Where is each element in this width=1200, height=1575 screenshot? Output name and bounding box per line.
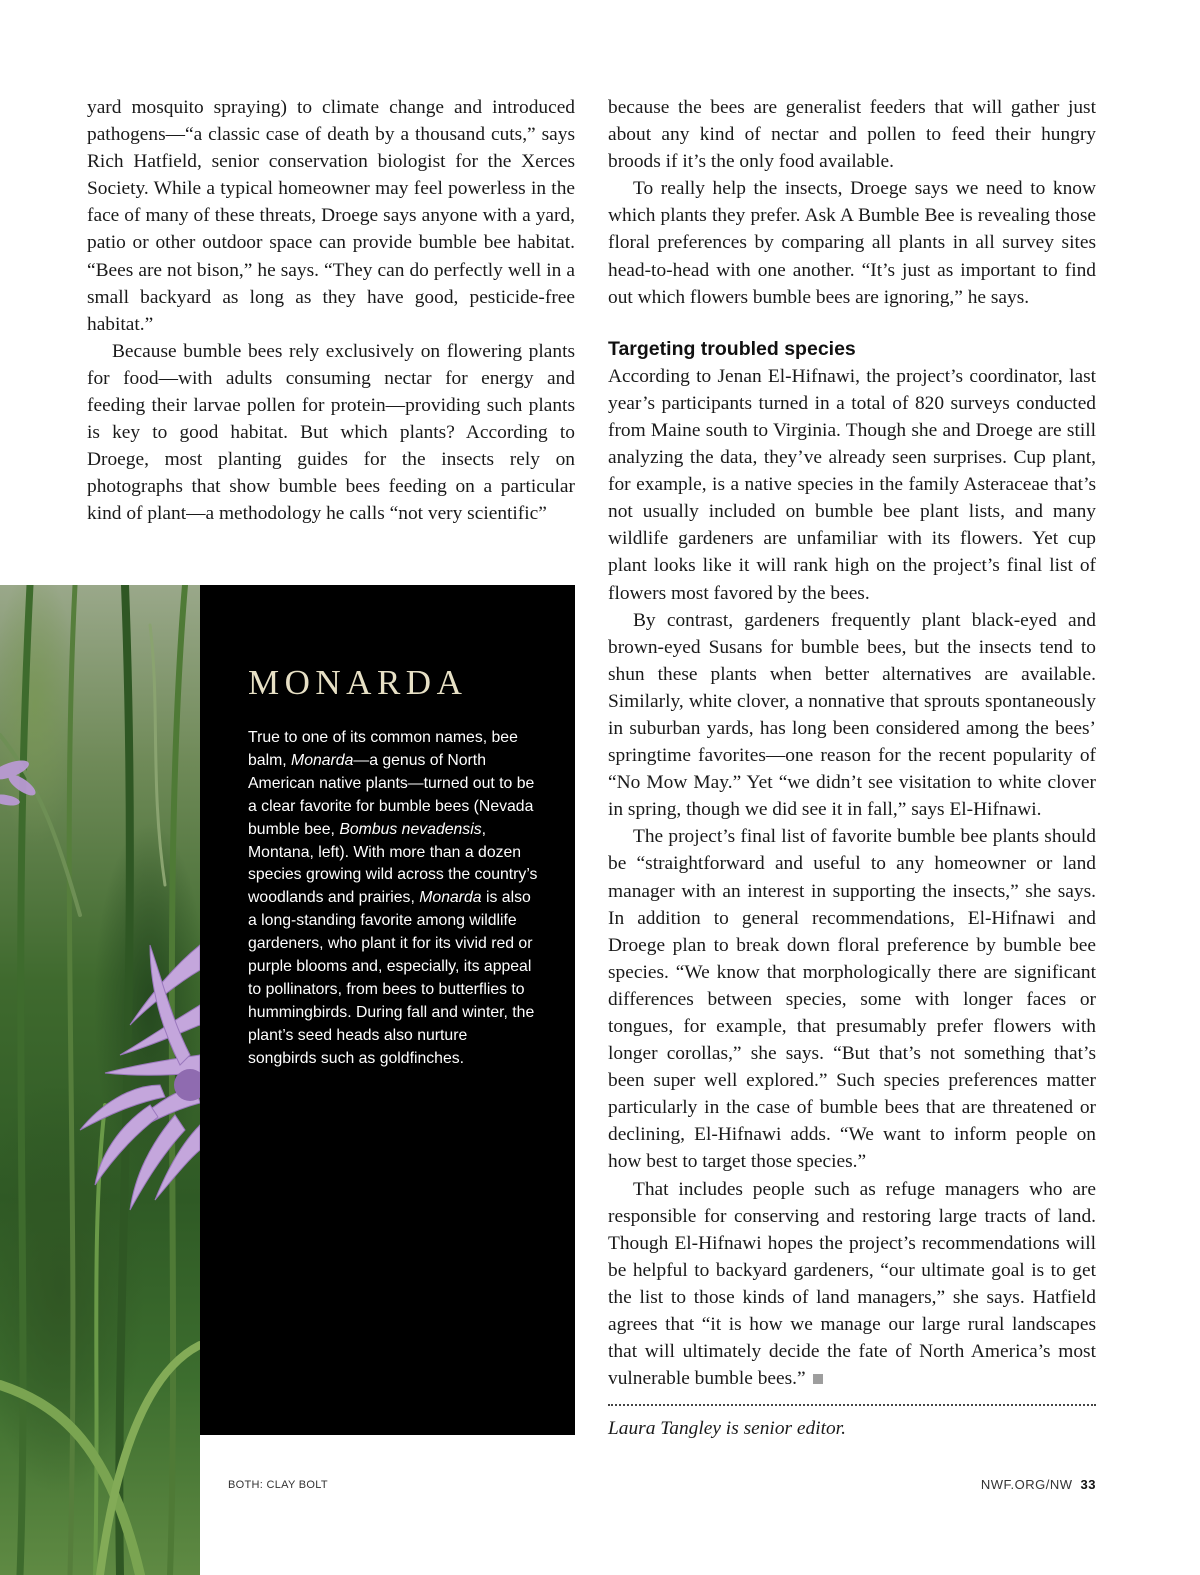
monarda-sidebar bbox=[200, 585, 575, 1435]
article-paragraph: because the bees are generalist feeders that will gather just about any kind of nectar and pollen to feed their hungry broods if it’s the only food available. bbox=[608, 97, 1096, 173]
site-url: NWF.ORG/NW bbox=[980, 1477, 1073, 1492]
sidebar-italic: Bombus nevadensis bbox=[339, 820, 482, 838]
article-column-right bbox=[608, 94, 1096, 1392]
page-footer bbox=[981, 1477, 1096, 1492]
sidebar-paragraph bbox=[248, 727, 538, 1071]
sidebar-italic: Monarda bbox=[291, 751, 354, 769]
article-paragraph: Because bumble bees rely exclusively on flowering plants for food—with adults consuming nectar for energy and feeding their larvae pollen for protein—providing such plants is key to good habitat. But which plants? According to Droege, most planting guides for the insects rely on photographs that show bumble bees feeding on a particular kind of plant—a methodology he calls “not very scientific” bbox=[87, 340, 575, 525]
section-subhead: Targeting troubled species bbox=[608, 337, 856, 360]
end-mark-icon bbox=[813, 1374, 823, 1384]
article-paragraph: yard mosquito spraying) to climate change and introduced pathogens—“a classic case of death by a thousand cuts,” says Rich Hatfield, senior conservation biologist for the Xerces Society. While a typical homeowner may feel powerless in the face of many of these threats, Droege says anyone with a yard, patio or other outdoor space can provide bumble bee habitat. “Bees are not bison,” he says. “They can do perfectly well in a small backyard as long as they have good, pesticide-free habitat.” bbox=[87, 97, 575, 335]
sidebar-title: MONARDA bbox=[248, 663, 468, 702]
article-paragraph: The project’s final list of favorite bumble bee plants should be “straightforward and useful to any homeowner or land manager with an interest in supporting the insects,” she says. In addition to general recommendations, El-Hifnawi and Droege plan to break down floral preference by bumble bee species. “We know that morphologically there are significant differences between species, some with longer faces or tongues, for example, that presumably prefer flowers with longer corollas,” she says. “But that’s not something that’s been super well explored.” Such species preferences matter particularly in the case of bumble bees that are threatened or declining, El-Hifnawi adds. “We want to inform people on how best to target those species.” bbox=[608, 826, 1096, 1173]
article-paragraph-last bbox=[608, 1176, 1096, 1393]
article-paragraph: By contrast, gardeners frequently plant black-eyed and brown-eyed Susans for bumble bees, but the insects tend to shun these plants when better alternatives are available. Similarly, white clover, a nonnative that sprouts spontaneously in suburban yards, has long been considered among the bees’ springtime favorites—one reason for the recent popularity of “No Mow May.” Yet “we didn’t see visitation to white clover in spring, though we did see it in fall,” says El-Hifnawi. bbox=[608, 609, 1096, 821]
dotted-divider bbox=[608, 1404, 1096, 1406]
flower-illustration bbox=[0, 585, 200, 1575]
article-paragraph: To really help the insects, Droege says we need to know which plants they prefer. Ask A Bumble Bee is revealing those floral preferences by comparing all plants in all survey sites head-to-head with one another. “It’s just as important to find out which flowers bumble bees are ignoring,” he says. bbox=[608, 178, 1096, 308]
author-byline: Laura Tangley is senior editor. bbox=[608, 1418, 846, 1439]
page-number: 33 bbox=[1080, 1477, 1096, 1492]
sidebar-text: —a genus of North American native plants—turned out to be a clear favorite for bumble bees (Nevada bumble bee, bbox=[248, 751, 535, 838]
sidebar-text: is also a long-standing favorite among wildlife gardeners, who plant it for its vivid red or purple blooms and, especially, its appeal to pollinators, from bees to butterflies to hummingbirds. During fall and winter, the plant’s seed heads also nurture songbirds such as goldfinches. bbox=[248, 889, 535, 1067]
sidebar-italic: Monarda bbox=[419, 889, 482, 907]
sidebar-text: , Montana, left). With more than a dozen species growing wild across the country’s woodlands and prairies, bbox=[248, 820, 538, 907]
sidebar-text: True to one of its common names, bee balm, bbox=[248, 729, 518, 769]
article-paragraph-text: That includes people such as refuge managers who are responsible for conserving and restoring large tracts of land. Though El-Hifnawi hopes the project’s recommendations will be helpful to backyard gardeners, “our ultimate goal is to get the list to those kinds of land managers,” she says. Hatfield agrees that “it is how we manage our large rural landscapes that will ultimately decide the fate of North America’s most vulnerable bumble bees.” bbox=[608, 1178, 1096, 1390]
article-column-left bbox=[87, 94, 575, 528]
sidebar-body bbox=[248, 727, 538, 1071]
monarda-photo bbox=[0, 585, 200, 1575]
photo-credit: BOTH: CLAY BOLT bbox=[228, 1479, 328, 1491]
article-paragraph: According to Jenan El-Hifnawi, the project’s coordinator, last year’s participants turned in a total of 820 surveys conducted from Maine south to Virginia. Though she and Droege are still analyzing the data, they’ve already seen surprises. Cup plant, for example, is a native species in the family Asteraceae that’s not usually included on bumble bee plant lists, and many wildlife gardeners are unfamiliar with its flowers. Yet cup plant looks like it will rank high on the project’s final list of flowers most favored by the bees. bbox=[608, 365, 1096, 604]
